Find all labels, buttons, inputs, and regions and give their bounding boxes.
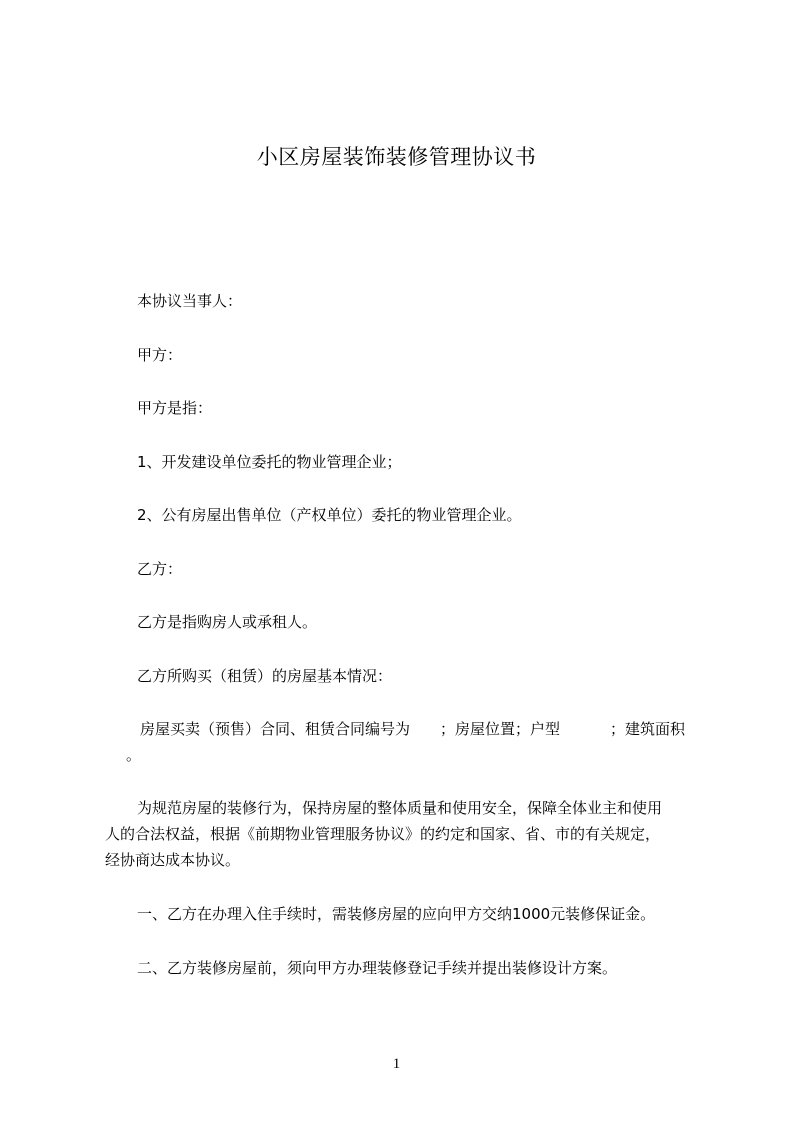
party-a-label: 甲方： — [137, 346, 183, 364]
list-item: 1、开发建设单位委托的物业管理企业； — [137, 453, 402, 471]
house-info-end: 。 — [126, 746, 142, 764]
house-info-line — [140, 719, 685, 739]
party-a-definition: 甲方是指： — [137, 399, 213, 417]
preamble-line: 经协商达成本协议。 — [105, 851, 241, 869]
clause-1: 一、乙方在办理入住手续时，需装修房屋的应向甲方交纳1000元装修保证金。 — [137, 905, 656, 923]
page-number: 1 — [392, 1056, 401, 1072]
list-item: 2、公有房屋出售单位（产权单位）委托的物业管理企业。 — [137, 506, 522, 524]
document-title: 小区房屋装饰装修管理协议书 — [256, 145, 537, 169]
clause-2: 二、乙方装修房屋前，须向甲方办理装修登记手续并提出装修设计方案。 — [137, 959, 618, 977]
preamble-line: 为规范房屋的装修行为，保持房屋的整体质量和使用安全，保障全体业主和使用 — [137, 799, 663, 817]
party-b-label: 乙方： — [137, 560, 183, 578]
parties-label: 本协议当事人： — [137, 292, 243, 310]
house-info-label: 乙方所购买（租赁）的房屋基本情况： — [137, 667, 393, 685]
house-contract-text: 房屋买卖（预售）合同、租赁合同编号为 — [140, 720, 411, 738]
house-area-text: ；建筑面积 — [610, 720, 686, 738]
party-b-definition: 乙方是指购房人或承租人。 — [137, 613, 318, 631]
preamble-line: 人的合法权益，根据《前期物业管理服务协议》的约定和国家、省、市的有关规定， — [105, 825, 661, 843]
house-location-text: ；房屋位置；户型 — [440, 720, 561, 738]
